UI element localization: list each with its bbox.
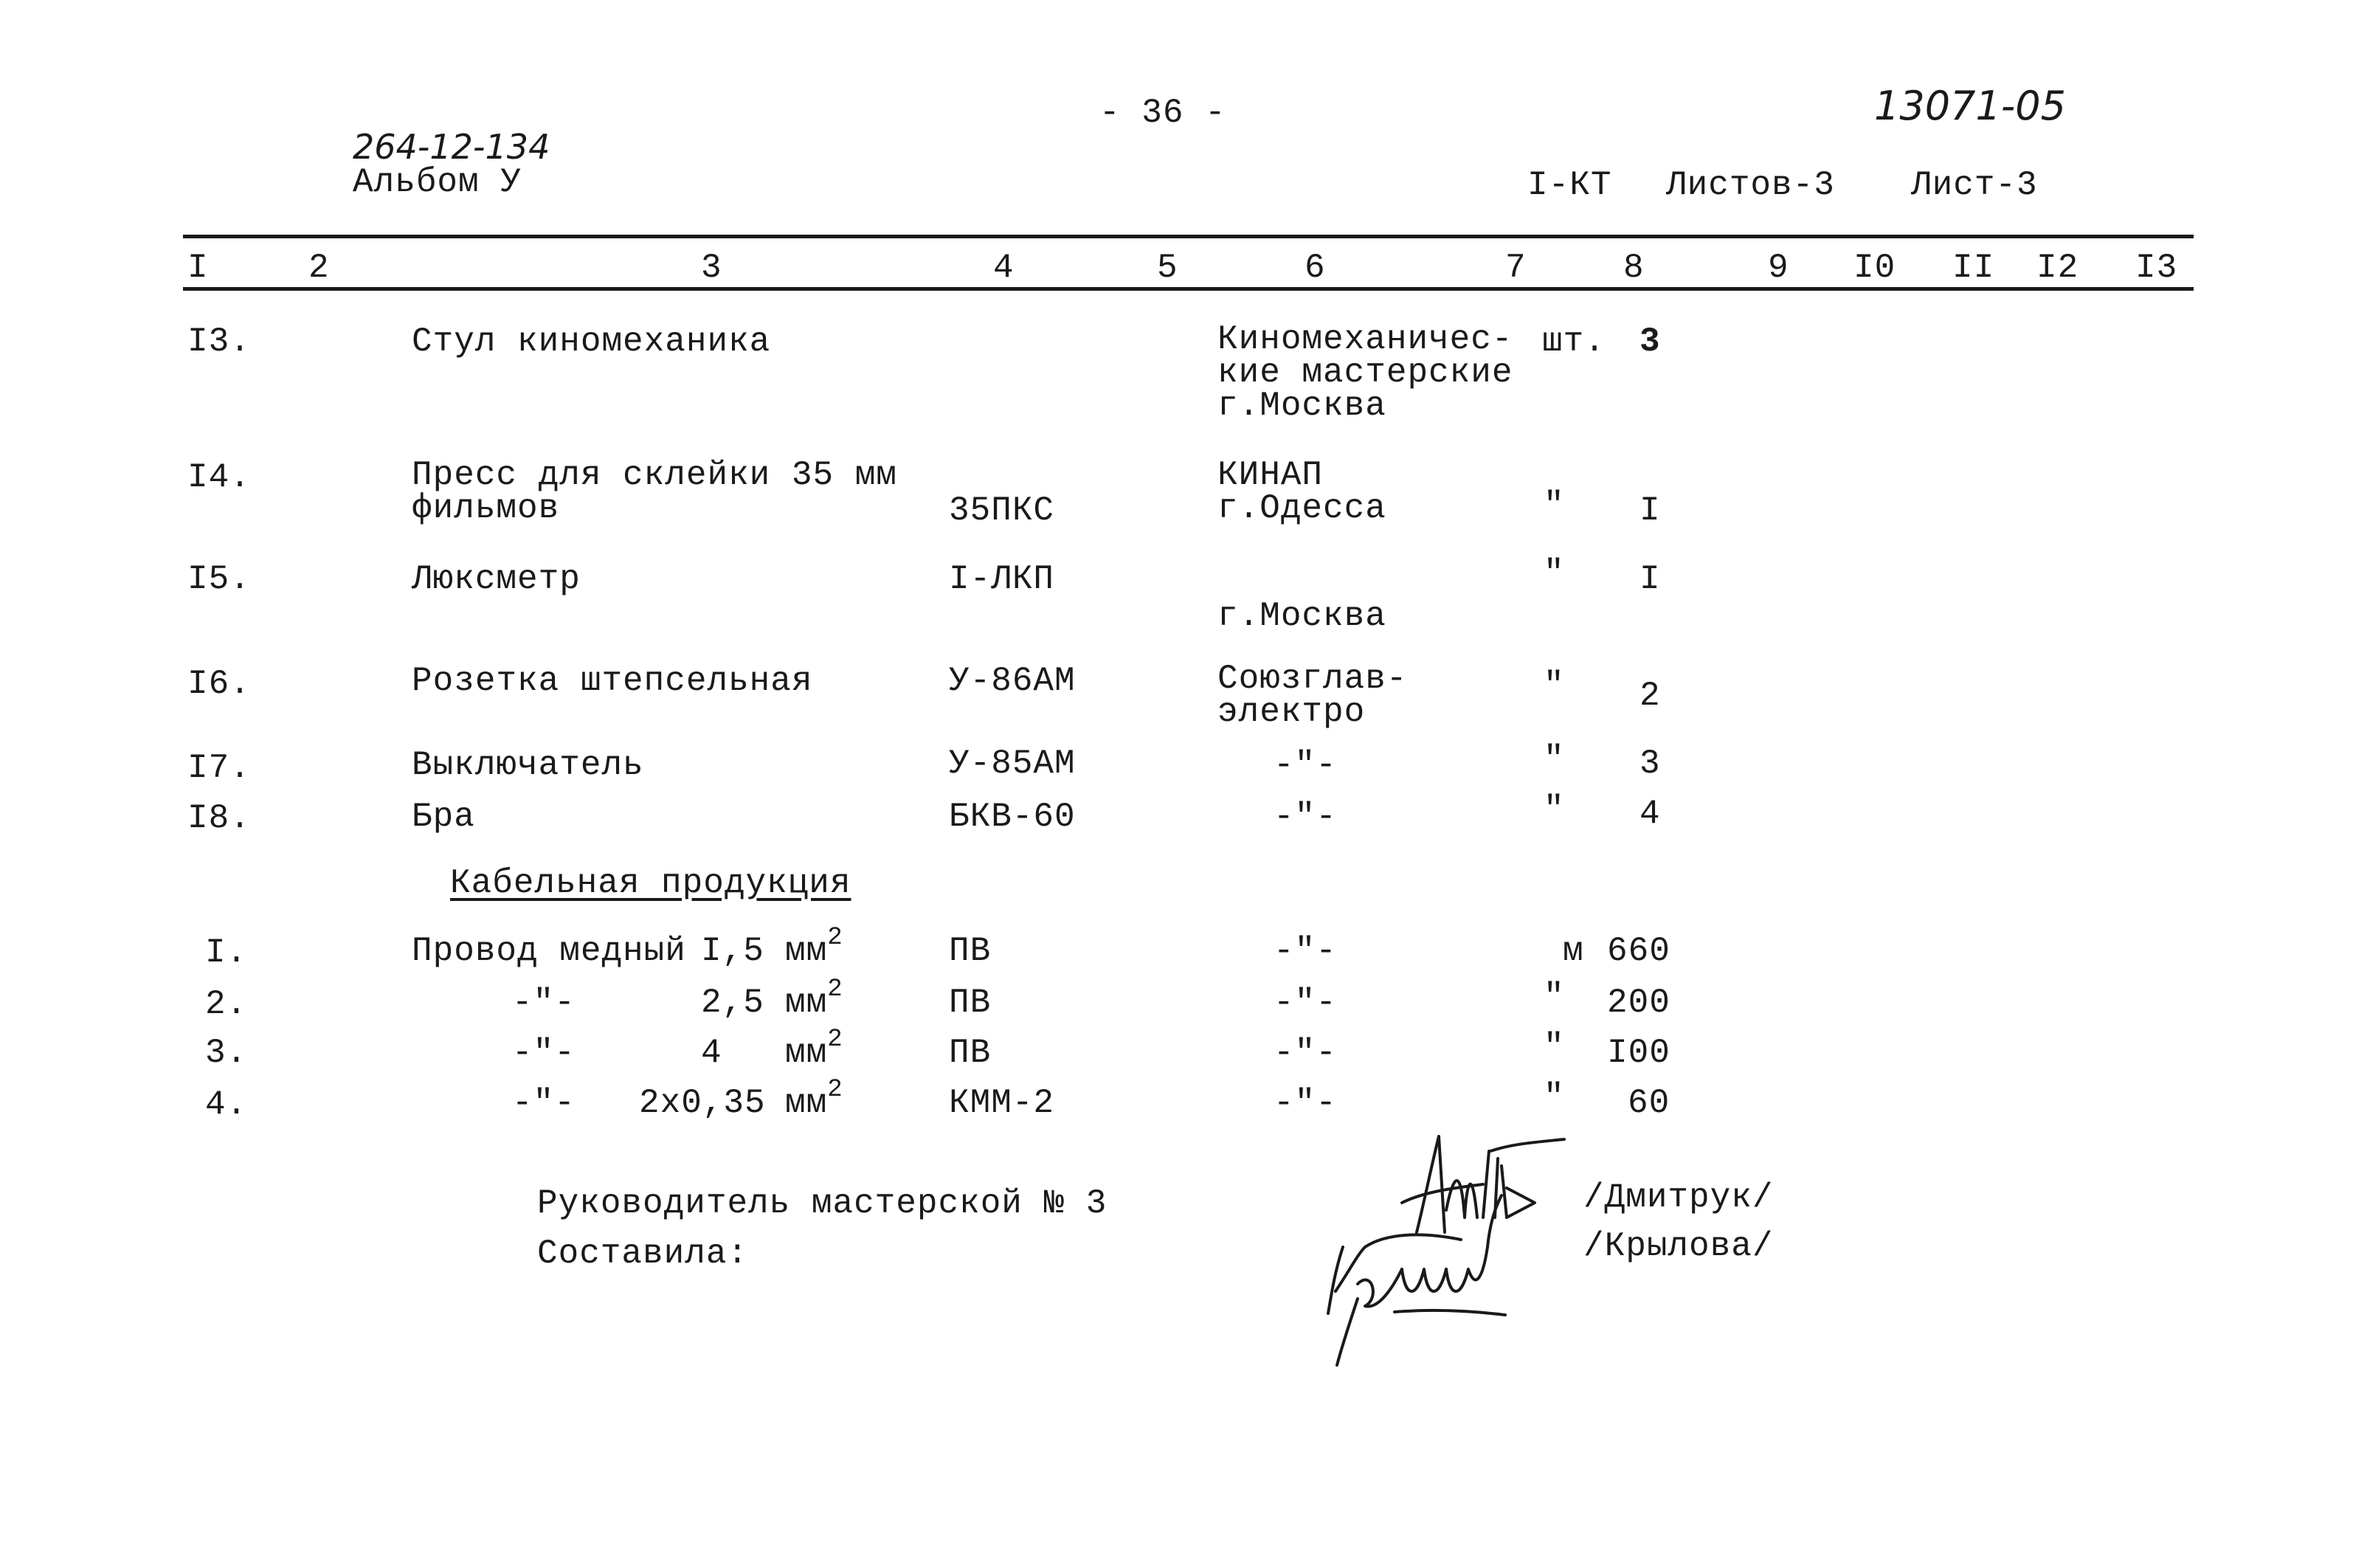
row-number: 3. (205, 1034, 248, 1072)
model: 35ПКС (949, 491, 1055, 530)
manufacturer: -"- (1274, 984, 1337, 1022)
wire-unit: $мм^2$ (785, 1075, 843, 1122)
manufacturer: -"- (1274, 1034, 1337, 1072)
handwritten-signatures (1313, 1122, 1594, 1372)
item-name: Выключатель (412, 746, 644, 784)
model: У-86АМ (949, 662, 1076, 700)
manufacturer: Союзглав- электро (1217, 660, 1408, 731)
wire-size: 2х0,35 (639, 1084, 766, 1122)
model: У-85АМ (949, 745, 1076, 783)
unit: " (1544, 1078, 1565, 1116)
col-header-6: 6 (1305, 249, 1326, 287)
quantity: I (1640, 560, 1661, 598)
unit: " (1544, 978, 1565, 1016)
col-header-13: I3 (2135, 249, 2178, 287)
quantity: 60 (1628, 1084, 1670, 1122)
doc-code: I-КТ (1527, 166, 1612, 204)
item-name: -"- (512, 1084, 576, 1122)
item-name: Провод медный (412, 932, 686, 970)
col-header-12: I2 (2036, 249, 2079, 287)
quantity: 660 (1607, 932, 1670, 970)
unit: шт. (1542, 322, 1606, 361)
composer-name: /Крылова/ (1583, 1227, 1774, 1265)
unit: " (1544, 554, 1565, 593)
unit: " (1544, 666, 1565, 705)
col-header-4: 4 (993, 249, 1015, 287)
manufacturer: КИНАП г.Одесса (1217, 456, 1386, 528)
manufacturer: -"- (1274, 798, 1337, 836)
model: БКВ-60 (949, 798, 1076, 836)
col-header-3: 3 (701, 249, 722, 287)
wire-unit: $мм^2$ (785, 923, 843, 970)
row-number: 4. (205, 1085, 248, 1124)
handwritten-code: 264-12-134 (353, 127, 550, 167)
model: I-ЛКП (949, 560, 1055, 598)
model: ПВ (949, 932, 992, 970)
col-header-11: II (1952, 249, 1995, 287)
quantity: 2 (1640, 677, 1661, 715)
unit: " (1544, 486, 1565, 525)
item-name: -"- (512, 1034, 576, 1072)
unit: " (1544, 1028, 1565, 1066)
row-number: I. (205, 933, 248, 972)
model: ПВ (949, 984, 992, 1022)
header-rule-top (183, 235, 2194, 238)
model: ПВ (949, 1034, 992, 1072)
col-header-8: 8 (1623, 249, 1645, 287)
sheets-total: Листов-3 (1666, 166, 1835, 204)
cable-section-title: Кабельная продукция (450, 864, 851, 902)
col-header-9: 9 (1768, 249, 1789, 287)
quantity: I (1640, 491, 1661, 530)
manufacturer: -"- (1274, 746, 1337, 784)
item-name: -"- (512, 984, 576, 1022)
quantity: 4 (1640, 795, 1661, 833)
col-header-10: I0 (1853, 249, 1896, 287)
col-header-7: 7 (1505, 249, 1527, 287)
composer-label: Составила: (537, 1234, 749, 1273)
head-label: Руководитель мастерской № 3 (537, 1184, 1108, 1223)
unit: " (1544, 740, 1565, 778)
row-number: 2. (205, 985, 248, 1023)
unit: м (1563, 932, 1584, 970)
col-header-1: I (187, 249, 209, 287)
row-number: I8. (187, 799, 251, 837)
unit: " (1544, 790, 1565, 829)
wire-unit: $мм^2$ (785, 975, 843, 1022)
manufacturer: -"- (1274, 1084, 1337, 1122)
quantity: 3 (1640, 322, 1661, 361)
manufacturer: г.Москва (1217, 597, 1386, 635)
head-name: /Дмитрук/ (1583, 1178, 1774, 1217)
item-name: Люксметр (412, 560, 581, 598)
item-name: Розетка штепсельная (412, 662, 813, 700)
quantity: I00 (1607, 1034, 1670, 1072)
row-number: I5. (187, 560, 251, 598)
wire-size: I,5 (701, 932, 764, 970)
row-number: I4. (187, 458, 251, 497)
row-number: I6. (187, 665, 251, 703)
col-header-5: 5 (1157, 249, 1178, 287)
album-label: Альбом У (353, 163, 522, 201)
model: КММ-2 (949, 1084, 1055, 1122)
stamp-number: 13071-05 (1874, 83, 2066, 129)
manufacturer: -"- (1274, 932, 1337, 970)
item-name: Стул киномеханика (412, 322, 771, 361)
item-name: Пресс для склейки 35 мм фильмов (412, 456, 897, 528)
header-rule-bottom (183, 287, 2194, 291)
quantity: 200 (1607, 984, 1670, 1022)
wire-size: 4 (701, 1034, 722, 1072)
page-number: - 36 - (1099, 94, 1226, 132)
wire-size: 2,5 (701, 984, 764, 1022)
wire-unit: $мм^2$ (785, 1025, 843, 1072)
quantity: 3 (1640, 745, 1661, 783)
col-header-2: 2 (308, 249, 330, 287)
sheet-number: Лист-3 (1911, 166, 2038, 204)
manufacturer: Киномеханичес- кие мастерские г.Москва (1217, 320, 1513, 425)
row-number: I3. (187, 322, 251, 361)
row-number: I7. (187, 749, 251, 787)
item-name: Бра (412, 798, 475, 836)
